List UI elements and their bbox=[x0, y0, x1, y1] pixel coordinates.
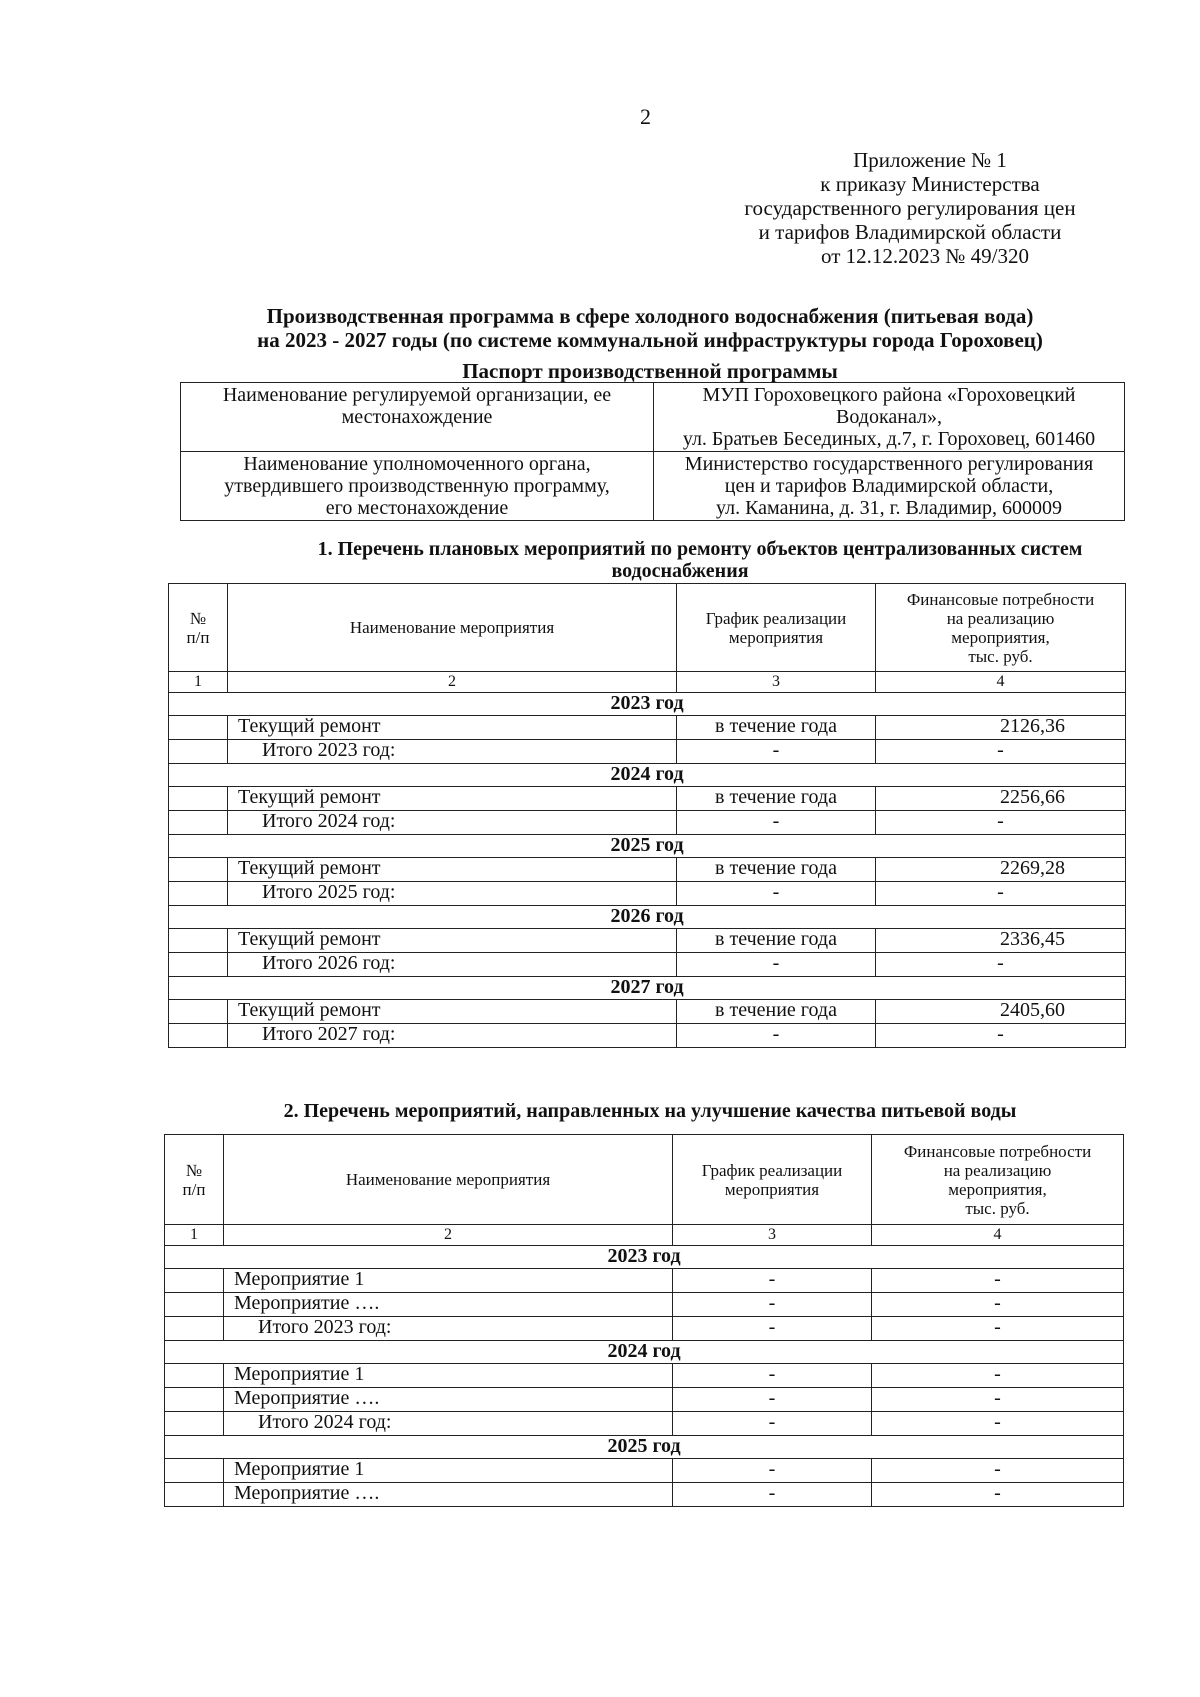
text-line: Наименование регулируемой организации, ее bbox=[222, 384, 612, 406]
col-number: 1 bbox=[169, 672, 228, 693]
text-line: тыс. руб. bbox=[965, 1198, 1030, 1218]
passport-title: Паспорт производственной программы bbox=[462, 359, 838, 383]
year-label: 2025 год bbox=[169, 835, 1126, 858]
total-amount: - bbox=[876, 953, 1126, 977]
event-amount: - bbox=[872, 1459, 1124, 1483]
column-number-row bbox=[165, 1225, 1124, 1246]
appendix-line: к приказу Министерства bbox=[820, 172, 1040, 196]
year-label: 2024 год bbox=[165, 1341, 1124, 1364]
total-label: Итого 2025 год: bbox=[228, 882, 677, 906]
text-line: цен и тарифов Владимирской области, bbox=[724, 475, 1054, 497]
passport-row bbox=[181, 383, 1125, 452]
text-line: Финансовые потребности bbox=[903, 1141, 1092, 1161]
event-name: Мероприятие …. bbox=[224, 1293, 673, 1317]
event-name: Мероприятие …. bbox=[224, 1483, 673, 1507]
table-row bbox=[165, 1483, 1124, 1507]
total-row bbox=[169, 882, 1126, 906]
table-row bbox=[169, 716, 1126, 740]
event-name: Текущий ремонт bbox=[228, 929, 677, 953]
total-schedule: - bbox=[677, 882, 876, 906]
total-row bbox=[169, 811, 1126, 835]
header-no bbox=[169, 584, 228, 672]
total-row bbox=[165, 1317, 1124, 1341]
text-line: Наименование уполномоченного органа, bbox=[243, 453, 591, 475]
title-line: Производственная программа в сфере холодного водоснабжения (питьевая вода) bbox=[266, 304, 1034, 328]
event-name: Мероприятие …. bbox=[224, 1388, 673, 1412]
event-amount: 2269,28 bbox=[876, 858, 1126, 882]
year-row bbox=[169, 835, 1126, 858]
header-schedule bbox=[673, 1135, 872, 1225]
event-name: Текущий ремонт bbox=[228, 787, 677, 811]
event-amount: 2405,60 bbox=[876, 1000, 1126, 1024]
text-line: на реализацию bbox=[946, 608, 1055, 628]
event-amount: - bbox=[872, 1483, 1124, 1507]
table-row bbox=[165, 1388, 1124, 1412]
table-row bbox=[165, 1364, 1124, 1388]
total-label: Итого 2024 год: bbox=[228, 811, 677, 835]
text-line: График реализации bbox=[705, 608, 847, 628]
event-amount: - bbox=[872, 1269, 1124, 1293]
event-schedule: в течение года bbox=[677, 787, 876, 811]
header-name: Наименование мероприятия bbox=[224, 1135, 673, 1225]
col-number: 3 bbox=[673, 1225, 872, 1246]
event-schedule: в течение года bbox=[677, 929, 876, 953]
year-label: 2027 год bbox=[169, 977, 1126, 1000]
appendix-block bbox=[700, 148, 1120, 268]
event-name: Текущий ремонт bbox=[228, 1000, 677, 1024]
total-label: Итого 2023 год: bbox=[228, 740, 677, 764]
total-schedule: - bbox=[673, 1412, 872, 1436]
text-line: тыс. руб. bbox=[968, 646, 1033, 666]
event-schedule: - bbox=[673, 1364, 872, 1388]
table-header-row bbox=[165, 1135, 1124, 1225]
total-row bbox=[169, 740, 1126, 764]
total-label: Итого 2026 год: bbox=[228, 953, 677, 977]
total-schedule: - bbox=[673, 1317, 872, 1341]
total-row bbox=[169, 1024, 1126, 1048]
total-row bbox=[165, 1412, 1124, 1436]
appendix-line: государственного регулирования цен bbox=[744, 196, 1076, 220]
page-number: 2 bbox=[640, 104, 651, 129]
event-amount: 2256,66 bbox=[876, 787, 1126, 811]
col-number: 4 bbox=[876, 672, 1126, 693]
year-label: 2023 год bbox=[165, 1246, 1124, 1269]
text-line: МУП Гороховецкого района «Гороховецкий bbox=[702, 384, 1076, 406]
total-amount: - bbox=[876, 1024, 1126, 1048]
col-number: 1 bbox=[165, 1225, 224, 1246]
text-line: п/п bbox=[186, 627, 210, 647]
text-line: Водоканал», bbox=[836, 406, 942, 428]
document-title bbox=[180, 304, 1120, 352]
year-row bbox=[169, 764, 1126, 787]
event-amount: - bbox=[872, 1364, 1124, 1388]
heading-line: 1. Перечень плановых мероприятий по ремонту объектов централизованных систем bbox=[317, 538, 1083, 560]
appendix-line: и тарифов Владимирской области bbox=[758, 220, 1062, 244]
event-schedule: - bbox=[673, 1483, 872, 1507]
event-schedule: в течение года bbox=[677, 858, 876, 882]
text-line: п/п bbox=[182, 1179, 206, 1199]
total-amount: - bbox=[876, 740, 1126, 764]
section1-heading bbox=[180, 538, 1120, 582]
year-label: 2023 год bbox=[169, 693, 1126, 716]
text-line: мероприятия bbox=[724, 1179, 820, 1199]
passport-value bbox=[654, 452, 1125, 521]
event-amount: - bbox=[872, 1293, 1124, 1317]
text-line: мероприятия, bbox=[948, 1179, 1047, 1199]
col-number: 3 bbox=[677, 672, 876, 693]
event-schedule: в течение года bbox=[677, 1000, 876, 1024]
text-line: № bbox=[189, 608, 207, 628]
year-row bbox=[169, 977, 1126, 1000]
heading-line: водоснабжения bbox=[611, 560, 749, 582]
event-schedule: - bbox=[673, 1269, 872, 1293]
text-line: на реализацию bbox=[943, 1160, 1052, 1180]
text-line: № bbox=[185, 1160, 203, 1180]
event-amount: - bbox=[872, 1388, 1124, 1412]
event-schedule: - bbox=[673, 1388, 872, 1412]
passport-label bbox=[181, 383, 654, 452]
total-amount: - bbox=[876, 811, 1126, 835]
table-row bbox=[165, 1459, 1124, 1483]
total-row bbox=[169, 953, 1126, 977]
table-row bbox=[169, 858, 1126, 882]
total-schedule: - bbox=[677, 953, 876, 977]
table-row bbox=[169, 1000, 1126, 1024]
header-name: Наименование мероприятия bbox=[228, 584, 677, 672]
total-amount: - bbox=[872, 1412, 1124, 1436]
col-number: 2 bbox=[224, 1225, 673, 1246]
text-line: мероприятия bbox=[728, 627, 824, 647]
col-number: 4 bbox=[872, 1225, 1124, 1246]
text-line: местонахождение bbox=[341, 406, 493, 428]
year-row bbox=[169, 906, 1126, 929]
appendix-line: от 12.12.2023 № 49/320 bbox=[820, 244, 1030, 268]
section1-table bbox=[168, 583, 1126, 1048]
table-header-row bbox=[169, 584, 1126, 672]
event-amount: 2126,36 bbox=[876, 716, 1126, 740]
text-line: мероприятия, bbox=[951, 627, 1050, 647]
text-line: Министерство государственного регулирования bbox=[684, 453, 1094, 475]
table-row bbox=[169, 787, 1126, 811]
year-label: 2024 год bbox=[169, 764, 1126, 787]
year-row bbox=[169, 693, 1126, 716]
total-schedule: - bbox=[677, 740, 876, 764]
text-line: ул. Братьев Бесединых, д.7, г. Гороховец, 601460 bbox=[682, 428, 1096, 450]
table-row bbox=[165, 1293, 1124, 1317]
year-label: 2026 год bbox=[169, 906, 1126, 929]
event-schedule: - bbox=[673, 1459, 872, 1483]
event-schedule: - bbox=[673, 1293, 872, 1317]
column-number-row bbox=[169, 672, 1126, 693]
text-line: ул. Каманина, д. 31, г. Владимир, 600009 bbox=[716, 497, 1062, 519]
event-amount: 2336,45 bbox=[876, 929, 1126, 953]
year-row bbox=[165, 1436, 1124, 1459]
text-line: График реализации bbox=[701, 1160, 843, 1180]
header-schedule bbox=[677, 584, 876, 672]
text-line: его местонахождение bbox=[325, 497, 509, 519]
total-label: Итого 2024 год: bbox=[224, 1412, 673, 1436]
passport-row bbox=[181, 452, 1125, 521]
text-line: Финансовые потребности bbox=[906, 589, 1095, 609]
total-label: Итого 2023 год: bbox=[224, 1317, 673, 1341]
event-name: Мероприятие 1 bbox=[224, 1459, 673, 1483]
event-name: Мероприятие 1 bbox=[224, 1269, 673, 1293]
total-schedule: - bbox=[677, 811, 876, 835]
passport-value bbox=[654, 383, 1125, 452]
event-name: Мероприятие 1 bbox=[224, 1364, 673, 1388]
table-row bbox=[165, 1269, 1124, 1293]
header-finance bbox=[872, 1135, 1124, 1225]
table-row bbox=[169, 929, 1126, 953]
appendix-line: Приложение № 1 bbox=[853, 148, 1007, 172]
section2-heading: 2. Перечень мероприятий, направленных на улучшение качества питьевой воды bbox=[283, 1100, 1017, 1122]
passport-table bbox=[180, 382, 1125, 521]
event-name: Текущий ремонт bbox=[228, 716, 677, 740]
title-line: на 2023 - 2027 годы (по системе коммунальной инфраструктуры города Гороховец) bbox=[257, 328, 1043, 352]
event-name: Текущий ремонт bbox=[228, 858, 677, 882]
col-number: 2 bbox=[228, 672, 677, 693]
event-schedule: в течение года bbox=[677, 716, 876, 740]
year-label: 2025 год bbox=[165, 1436, 1124, 1459]
text-line: утвердившего производственную программу, bbox=[224, 475, 610, 497]
total-label: Итого 2027 год: bbox=[228, 1024, 677, 1048]
year-row bbox=[165, 1246, 1124, 1269]
section2-table bbox=[164, 1134, 1124, 1507]
year-row bbox=[165, 1341, 1124, 1364]
total-amount: - bbox=[872, 1317, 1124, 1341]
total-schedule: - bbox=[677, 1024, 876, 1048]
header-no bbox=[165, 1135, 224, 1225]
total-amount: - bbox=[876, 882, 1126, 906]
passport-label bbox=[181, 452, 654, 521]
header-finance bbox=[876, 584, 1126, 672]
